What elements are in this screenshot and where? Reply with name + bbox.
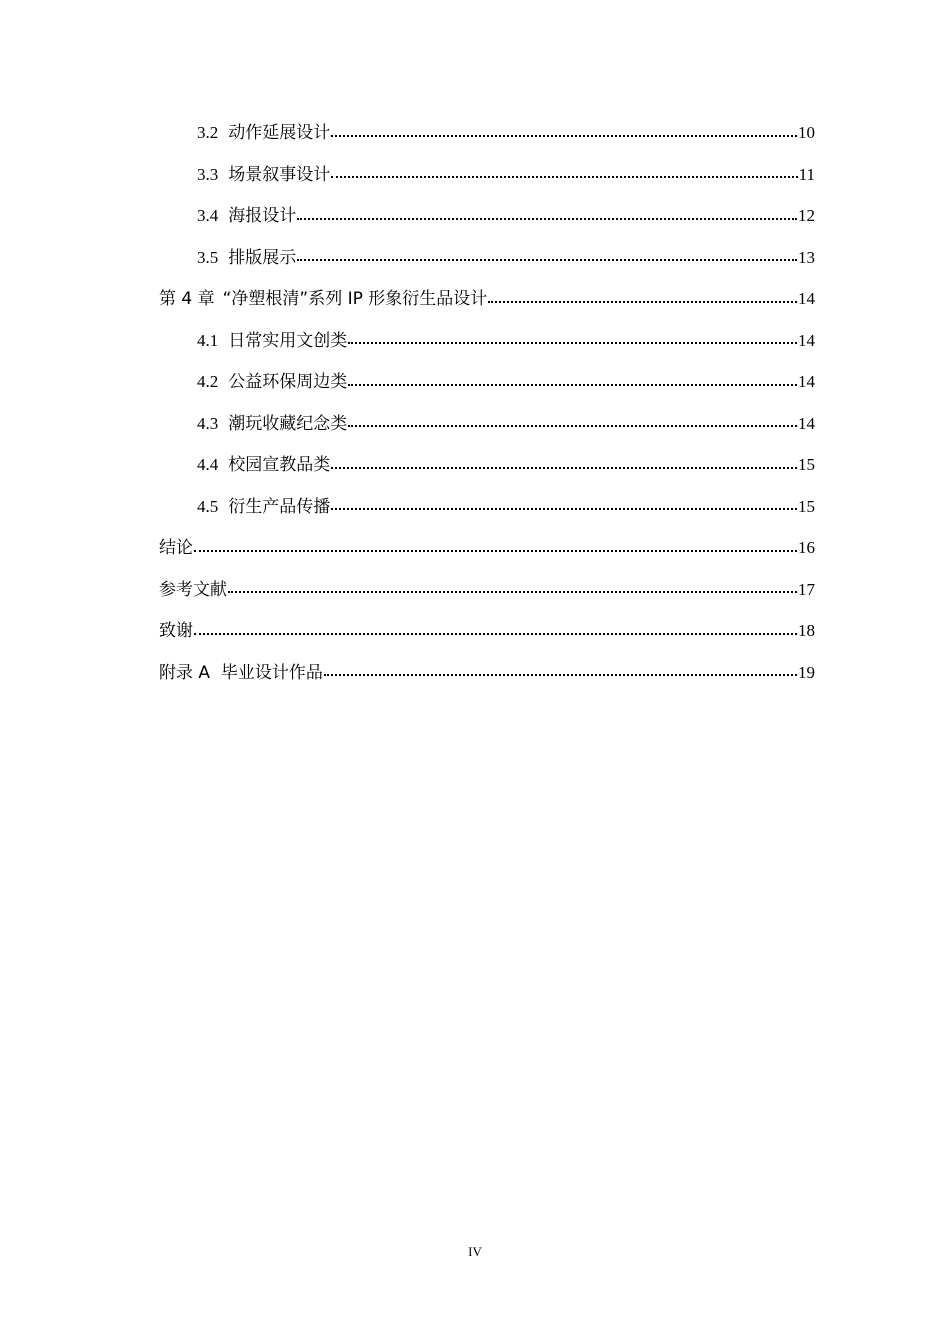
toc-entry-page: 15: [798, 496, 815, 516]
toc-entry-page: 11: [798, 164, 815, 184]
toc-entry-title: 海报设计: [228, 206, 297, 226]
toc-entry-number: 4.5: [197, 496, 219, 516]
toc-entry-4-5[interactable]: [159, 486, 815, 528]
toc-entry-number: 4.3: [197, 413, 219, 433]
toc-entry-appendix-a[interactable]: [159, 652, 815, 694]
toc-entry-title: 衍生产品传播: [228, 496, 331, 517]
toc-entry-title: 场景叙事设计: [228, 164, 331, 185]
toc-entry-title: 致谢: [159, 621, 193, 641]
toc-entry-page: 14: [798, 289, 815, 308]
toc-entry-title: “净塑根清”系列 IP 形象衍生品设计: [222, 289, 488, 309]
toc-entry-page: 14: [798, 372, 815, 391]
table-of-contents: [159, 112, 815, 693]
toc-entry-number: 3.3: [197, 164, 219, 184]
toc-entry-page: 14: [798, 413, 815, 433]
toc-dot-leader: [228, 591, 797, 593]
toc-entry-title: 结论: [159, 538, 193, 558]
toc-entry-3-4[interactable]: [159, 195, 815, 237]
toc-entry-title: 潮玩收藏纪念类: [228, 413, 348, 434]
toc-entry-number: 4.2: [197, 372, 219, 391]
toc-entry-3-5[interactable]: [159, 237, 815, 279]
toc-entry-page: 12: [798, 206, 815, 225]
toc-dot-leader: [194, 633, 797, 635]
toc-entry-3-2[interactable]: [159, 112, 815, 154]
toc-dot-leader: [488, 301, 797, 303]
toc-entry-title: 动作延展设计: [228, 123, 331, 143]
toc-dot-leader: [194, 550, 797, 552]
toc-dot-leader: [331, 467, 797, 469]
toc-dot-leader: [324, 674, 797, 676]
toc-entry-number: 4.4: [197, 455, 219, 474]
toc-entry-3-3[interactable]: [159, 154, 815, 196]
toc-entry-page: 16: [798, 538, 815, 557]
toc-dot-leader: [348, 384, 797, 386]
toc-entry-chapter-4[interactable]: [159, 278, 815, 320]
toc-entry-number: 4.1: [197, 330, 219, 350]
toc-entry-4-2[interactable]: [159, 361, 815, 403]
toc-dot-leader: [348, 342, 797, 344]
toc-dot-leader: [348, 425, 797, 427]
toc-entry-number: 3.2: [197, 123, 219, 142]
toc-entry-references[interactable]: [159, 569, 815, 611]
toc-entry-page: 10: [798, 123, 815, 142]
toc-dot-leader: [297, 259, 797, 261]
toc-entry-page: 13: [798, 247, 815, 267]
toc-entry-page: 15: [798, 455, 815, 474]
toc-entry-number: 3.5: [197, 247, 219, 267]
toc-entry-title: 参考文献: [159, 579, 227, 600]
toc-dot-leader: [297, 218, 797, 220]
toc-dot-leader: [331, 135, 797, 137]
toc-entry-page: 17: [798, 579, 815, 599]
toc-entry-title: 校园宣教品类: [228, 455, 331, 475]
toc-entry-page: 19: [798, 662, 815, 682]
toc-entry-number: 第 4 章: [159, 289, 215, 309]
toc-entry-title: 排版展示: [228, 247, 297, 268]
toc-entry-page: 18: [798, 621, 815, 640]
toc-entry-conclusion[interactable]: [159, 527, 815, 569]
toc-entry-4-3[interactable]: [159, 403, 815, 445]
page-number: IV: [468, 1244, 482, 1259]
toc-entry-4-1[interactable]: [159, 320, 815, 362]
toc-entry-title: 日常实用文创类: [228, 330, 348, 351]
toc-dot-leader: [331, 508, 797, 510]
toc-dot-leader: [331, 176, 797, 178]
toc-entry-title: 公益环保周边类: [228, 372, 348, 392]
toc-entry-title: 附录 A 毕业设计作品: [159, 662, 323, 683]
toc-entry-acknowledgements[interactable]: [159, 610, 815, 652]
toc-entry-number: 3.4: [197, 206, 219, 225]
toc-entry-page: 14: [798, 330, 815, 350]
toc-entry-4-4[interactable]: [159, 444, 815, 486]
